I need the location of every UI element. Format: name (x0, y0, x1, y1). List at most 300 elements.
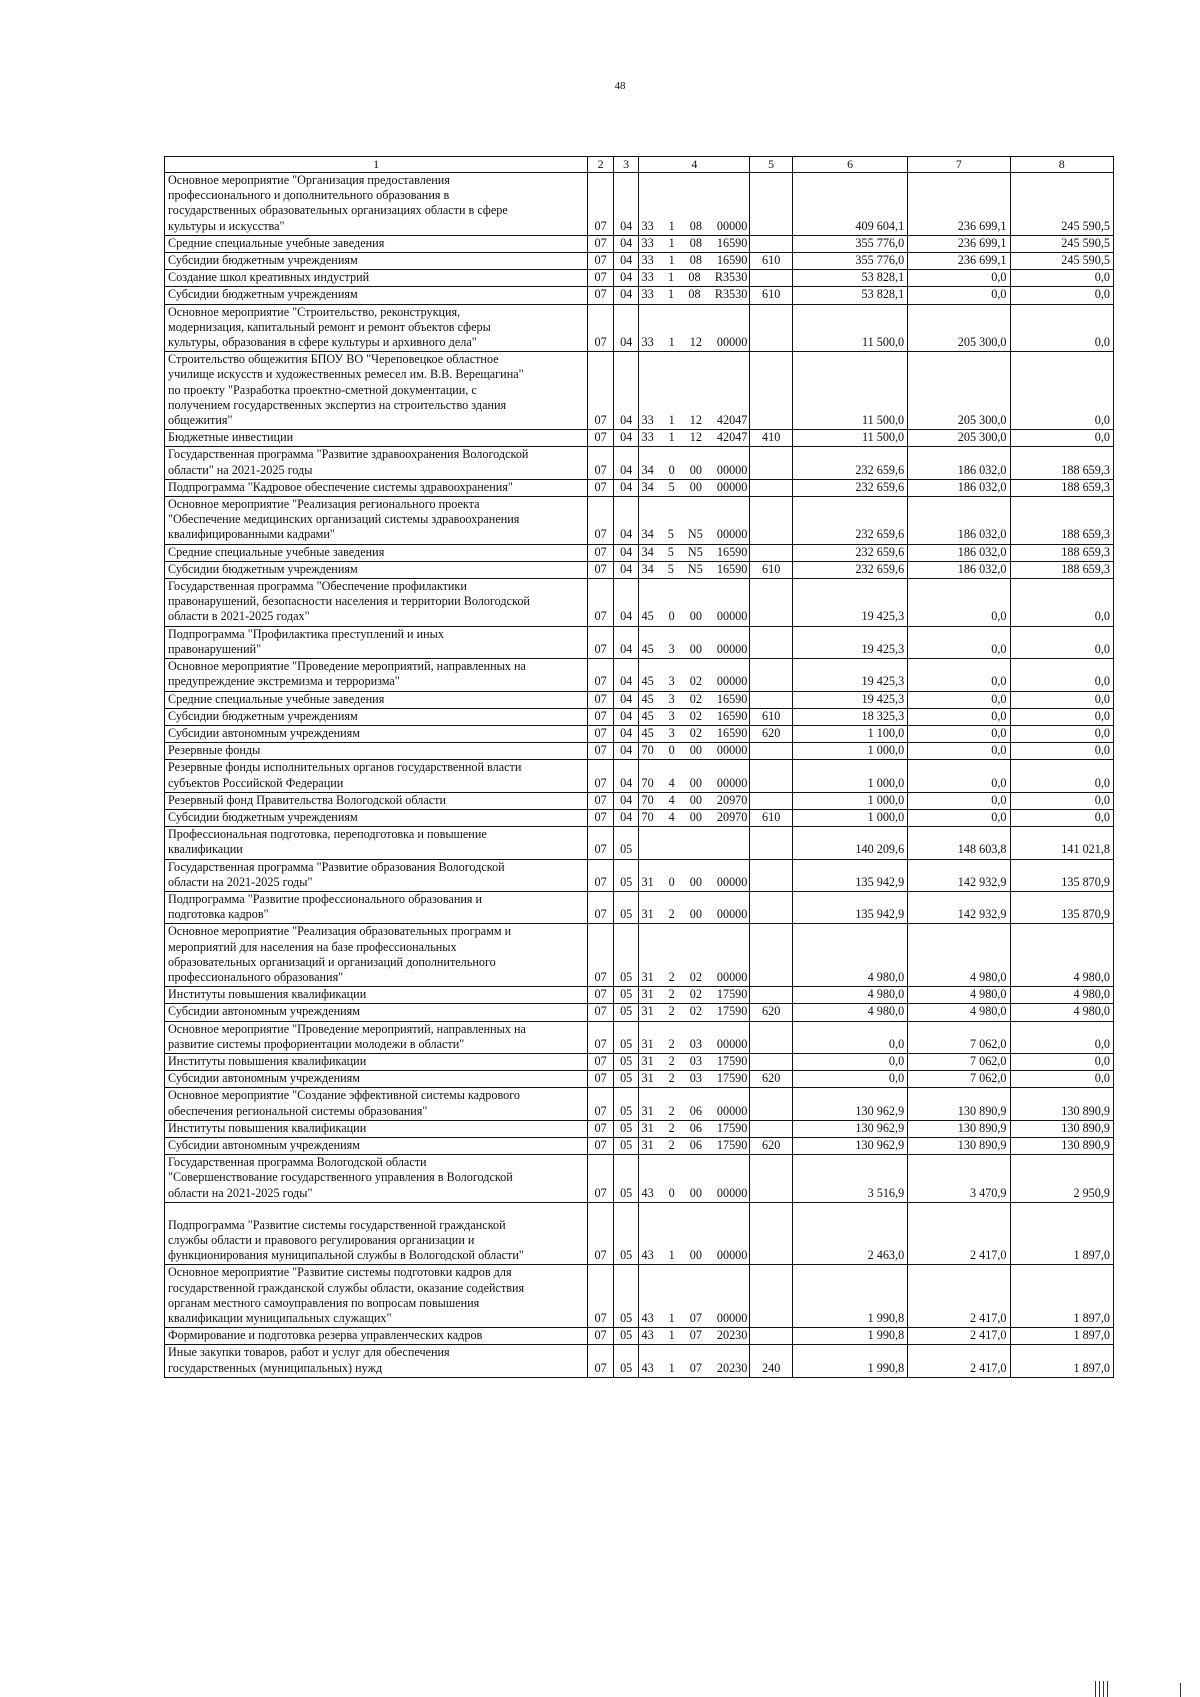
code-part: 33 (641, 235, 654, 250)
target-article-code (639, 659, 750, 691)
amount-col6: 2 463,0 (793, 1202, 908, 1265)
target-article-code (639, 352, 750, 430)
column-header: 5 (750, 157, 793, 173)
table-row (165, 725, 1114, 742)
column-header: 4 (639, 157, 750, 173)
description-line: Субсидии бюджетным учреждениям (168, 809, 358, 824)
code-part: 03 (689, 1071, 702, 1086)
code-part: N5 (687, 561, 703, 576)
code-part: 08 (689, 218, 702, 233)
amount-col7: 186 032,0 (908, 561, 1010, 578)
code-part: 00 (689, 609, 702, 624)
code-part: 31 (641, 874, 654, 889)
amount-col8: 0,0 (1010, 287, 1113, 304)
code-part: 2 (668, 907, 675, 922)
code-part: 1 (668, 1248, 675, 1263)
section-code: 07 (588, 691, 614, 708)
target-article-code (639, 253, 750, 270)
subsection-code: 04 (613, 497, 639, 545)
code-part: 31 (641, 1036, 654, 1051)
expense-type-code (750, 924, 793, 987)
edge-mark (1180, 1683, 1181, 1697)
code-part: 43 (641, 1248, 654, 1263)
column-header: 3 (613, 157, 639, 173)
row-description (165, 743, 588, 760)
code-part: 00000 (716, 969, 748, 984)
section-code: 07 (588, 579, 614, 627)
amount-col7: 130 890,9 (908, 1088, 1010, 1120)
target-article-code (639, 579, 750, 627)
code-part: 00 (689, 775, 702, 790)
row-description (165, 544, 588, 561)
code-part: 1 (668, 430, 675, 445)
code-part: 45 (641, 691, 654, 706)
row-description (165, 626, 588, 658)
amount-col6: 232 659,6 (793, 497, 908, 545)
code-part: 4 (668, 775, 675, 790)
code-part: R3530 (714, 287, 748, 302)
amount-col7: 142 932,9 (908, 891, 1010, 923)
subsection-code: 04 (613, 792, 639, 809)
description-line: квалификации (168, 842, 243, 857)
table-row (165, 1265, 1114, 1328)
code-part: 17590 (716, 1120, 748, 1135)
amount-col6: 1 000,0 (793, 809, 908, 826)
code-part: 00000 (716, 641, 748, 656)
expense-type-code (750, 859, 793, 891)
amount-col8: 0,0 (1010, 626, 1113, 658)
subsection-code: 05 (613, 891, 639, 923)
description-line: училище искусств и художественных ремесел им. В.В. Верещагина" (168, 367, 524, 382)
target-article-code (639, 809, 750, 826)
row-description (165, 859, 588, 891)
description-line: службы области и правового регулирования организации и (168, 1233, 475, 1247)
description-line: Субсидии бюджетным учреждениям (168, 561, 358, 576)
amount-col7: 148 603,8 (908, 827, 1010, 859)
amount-col6: 3 516,9 (793, 1155, 908, 1203)
amount-col7: 0,0 (908, 725, 1010, 742)
table-row (165, 1328, 1114, 1345)
code-part: 2 (668, 1103, 675, 1118)
code-part: 07 (689, 1328, 702, 1343)
column-header: 8 (1010, 157, 1113, 173)
amount-col6: 1 990,8 (793, 1345, 908, 1377)
code-part: 12 (689, 335, 702, 350)
section-code: 07 (588, 827, 614, 859)
subsection-code: 05 (613, 1071, 639, 1088)
description-line: государственных (муниципальных) нужд (168, 1360, 383, 1375)
target-article-code (639, 1004, 750, 1021)
code-part: 06 (689, 1137, 702, 1152)
amount-col7: 2 417,0 (908, 1328, 1010, 1345)
expense-type-code (750, 792, 793, 809)
column-header: 7 (908, 157, 1010, 173)
expense-type-code (750, 352, 793, 430)
amount-col8: 4 980,0 (1010, 1004, 1113, 1021)
target-article-code (639, 287, 750, 304)
code-part: 31 (641, 1120, 654, 1135)
table-row (165, 1021, 1114, 1053)
table-row (165, 743, 1114, 760)
subsection-code: 04 (613, 760, 639, 792)
code-part: 06 (689, 1120, 702, 1135)
description-line: Субсидии автономным учреждениям (168, 1071, 360, 1086)
row-description (165, 287, 588, 304)
amount-col8: 188 659,3 (1010, 544, 1113, 561)
subsection-code: 05 (613, 1155, 639, 1203)
amount-col6: 18 325,3 (793, 708, 908, 725)
subsection-code: 04 (613, 809, 639, 826)
amount-col6: 4 980,0 (793, 924, 908, 987)
target-article-code (639, 1155, 750, 1203)
description-line: правонарушений" (168, 641, 262, 656)
expense-type-code: 610 (750, 287, 793, 304)
amount-col8: 135 870,9 (1010, 859, 1113, 891)
code-part: 0 (668, 462, 675, 477)
amount-col7: 0,0 (908, 792, 1010, 809)
target-article-code (639, 1053, 750, 1070)
code-part: 00000 (716, 907, 748, 922)
amount-col7: 2 417,0 (908, 1202, 1010, 1265)
amount-col7: 130 890,9 (908, 1120, 1010, 1137)
code-part: 16590 (716, 561, 748, 576)
table-row (165, 792, 1114, 809)
table-row (165, 827, 1114, 859)
description-line: Средние специальные учебные заведения (168, 544, 385, 559)
amount-col8: 0,0 (1010, 760, 1113, 792)
amount-col8: 0,0 (1010, 708, 1113, 725)
description-line: Институты повышения квалификации (168, 1053, 367, 1068)
amount-col6: 11 500,0 (793, 352, 908, 430)
code-part: 00 (689, 1248, 702, 1263)
description-line: Субсидии автономным учреждениям (168, 725, 360, 740)
subsection-code: 05 (613, 1120, 639, 1137)
table-row (165, 760, 1114, 792)
table-row (165, 544, 1114, 561)
subsection-code: 05 (613, 1053, 639, 1070)
description-line: области" на 2021-2025 годы (168, 462, 313, 477)
section-code: 07 (588, 792, 614, 809)
column-header: 6 (793, 157, 908, 173)
code-part: 3 (668, 641, 675, 656)
table-row (165, 1137, 1114, 1154)
expense-type-code (750, 497, 793, 545)
section-code: 07 (588, 479, 614, 496)
section-code: 07 (588, 659, 614, 691)
subsection-code: 04 (613, 352, 639, 430)
code-part: 00000 (716, 775, 748, 790)
code-part: 31 (641, 1004, 654, 1019)
expense-type-code (750, 447, 793, 479)
amount-col7: 0,0 (908, 760, 1010, 792)
amount-col8: 245 590,5 (1010, 235, 1113, 252)
description-line: Государственная программа "Развитие здравоохранения Вологодской (168, 447, 529, 462)
target-article-code (639, 235, 750, 252)
target-article-code (639, 497, 750, 545)
section-code: 07 (588, 626, 614, 658)
amount-col8: 0,0 (1010, 430, 1113, 447)
subsection-code: 05 (613, 1004, 639, 1021)
amount-col7: 3 470,9 (908, 1155, 1010, 1203)
code-part: 5 (667, 544, 674, 559)
section-code: 07 (588, 1328, 614, 1345)
amount-col7: 4 980,0 (908, 987, 1010, 1004)
amount-col7: 186 032,0 (908, 479, 1010, 496)
code-part: 3 (668, 691, 675, 706)
table-row (165, 270, 1114, 287)
description-line: Субсидии бюджетным учреждениям (168, 287, 358, 302)
table-body (165, 173, 1114, 1378)
expense-type-code (750, 659, 793, 691)
target-article-code (639, 430, 750, 447)
code-part: 00 (689, 907, 702, 922)
description-line: Основное мероприятие "Развитие системы подготовки кадров для (168, 1265, 512, 1280)
section-code: 07 (588, 760, 614, 792)
table-row (165, 1004, 1114, 1021)
table-row (165, 659, 1114, 691)
expense-type-code: 610 (750, 561, 793, 578)
code-part: 5 (667, 561, 674, 576)
amount-col6: 232 659,6 (793, 544, 908, 561)
row-description (165, 1053, 588, 1070)
expense-type-code: 610 (750, 253, 793, 270)
amount-col8: 0,0 (1010, 1021, 1113, 1053)
amount-col7: 142 932,9 (908, 859, 1010, 891)
amount-col7: 0,0 (908, 270, 1010, 287)
description-line: Основное мероприятие "Реализация регионального проекта (168, 497, 480, 512)
expense-type-code: 620 (750, 725, 793, 742)
description-line (168, 1203, 584, 1218)
code-part: 02 (689, 674, 702, 689)
section-code: 07 (588, 809, 614, 826)
code-part: 0 (668, 743, 675, 758)
code-part: 4 (668, 809, 675, 824)
target-article-code (639, 1345, 750, 1377)
code-part: 00000 (716, 874, 748, 889)
amount-col8: 0,0 (1010, 1071, 1113, 1088)
code-part: 33 (641, 253, 654, 268)
row-description (165, 579, 588, 627)
code-part: 00000 (716, 1248, 748, 1263)
target-article-code (639, 626, 750, 658)
amount-col8: 188 659,3 (1010, 497, 1113, 545)
row-description (165, 253, 588, 270)
amount-col8: 130 890,9 (1010, 1120, 1113, 1137)
section-code: 07 (588, 173, 614, 236)
target-article-code (639, 1071, 750, 1088)
code-part: 00000 (716, 1185, 748, 1200)
description-line: профессионального образования" (168, 969, 344, 984)
code-part: 16590 (716, 235, 748, 250)
description-line: Основное мероприятие "Проведение мероприятий, направленных на (168, 659, 526, 674)
section-code: 07 (588, 891, 614, 923)
amount-col8: 0,0 (1010, 1053, 1113, 1070)
code-part: 70 (641, 743, 654, 758)
amount-col8: 1 897,0 (1010, 1265, 1113, 1328)
description-line: Подпрограмма "Кадровое обеспечение системы здравоохранения" (168, 479, 513, 494)
row-description (165, 1021, 588, 1053)
row-description (165, 1004, 588, 1021)
amount-col6: 0,0 (793, 1021, 908, 1053)
amount-col6: 19 425,3 (793, 579, 908, 627)
description-line: модернизация, капитальный ремонт и ремонт объектов сферы (168, 319, 491, 334)
amount-col7: 2 417,0 (908, 1265, 1010, 1328)
amount-col8: 4 980,0 (1010, 924, 1113, 987)
code-part: 31 (641, 907, 654, 922)
subsection-code: 04 (613, 173, 639, 236)
section-code: 07 (588, 1345, 614, 1377)
code-part: 00000 (716, 1311, 748, 1326)
subsection-code: 04 (613, 287, 639, 304)
target-article-code (639, 827, 750, 859)
description-line: "Совершенствование государственного управления в Вологодской (168, 1170, 513, 1185)
section-code: 07 (588, 561, 614, 578)
amount-col8: 1 897,0 (1010, 1328, 1113, 1345)
description-line: Институты повышения квалификации (168, 987, 367, 1002)
description-line: Формирование и подготовка резерва управленческих кадров (168, 1328, 483, 1343)
code-part: 2 (668, 1071, 675, 1086)
table-row (165, 235, 1114, 252)
subsection-code: 04 (613, 743, 639, 760)
code-part: 08 (688, 270, 701, 285)
description-line: Резервный фонд Правительства Вологодской области (168, 792, 447, 807)
subsection-code: 05 (613, 859, 639, 891)
code-part: 33 (641, 270, 654, 285)
target-article-code (639, 891, 750, 923)
code-part: 5 (667, 527, 674, 542)
code-part: 31 (641, 1071, 654, 1086)
row-description (165, 430, 588, 447)
expense-type-code (750, 827, 793, 859)
code-part: 34 (641, 479, 654, 494)
row-description (165, 173, 588, 236)
code-part: 2 (668, 1053, 675, 1068)
section-code: 07 (588, 235, 614, 252)
target-article-code (639, 691, 750, 708)
expense-type-code (750, 1155, 793, 1203)
row-description (165, 1202, 588, 1265)
page-number: 48 (614, 80, 626, 92)
expense-type-code (750, 1021, 793, 1053)
amount-col6: 409 604,1 (793, 173, 908, 236)
section-code: 07 (588, 447, 614, 479)
section-code: 07 (588, 287, 614, 304)
section-code: 07 (588, 1004, 614, 1021)
amount-col6: 53 828,1 (793, 287, 908, 304)
amount-col8: 0,0 (1010, 352, 1113, 430)
code-part: 33 (641, 218, 654, 233)
section-code: 07 (588, 1120, 614, 1137)
amount-col7: 0,0 (908, 579, 1010, 627)
description-line: области в 2021-2025 годах" (168, 609, 310, 624)
row-description (165, 708, 588, 725)
amount-col6: 1 990,8 (793, 1265, 908, 1328)
table-row (165, 287, 1114, 304)
code-part: 17590 (716, 1004, 748, 1019)
description-line: органам местного самоуправления по вопросам повышения (168, 1295, 480, 1310)
code-part: 00 (689, 809, 702, 824)
expense-type-code (750, 987, 793, 1004)
description-line: Средние специальные учебные заведения (168, 235, 385, 250)
table-row (165, 497, 1114, 545)
code-part: 1 (668, 413, 675, 428)
amount-col7: 236 699,1 (908, 173, 1010, 236)
target-article-code (639, 1120, 750, 1137)
table-row (165, 447, 1114, 479)
amount-col8: 2 950,9 (1010, 1155, 1113, 1203)
row-description (165, 497, 588, 545)
code-part: 4 (668, 792, 675, 807)
table-row (165, 626, 1114, 658)
code-part: 06 (689, 1103, 702, 1118)
amount-col8: 188 659,3 (1010, 479, 1113, 496)
amount-col7: 4 980,0 (908, 1004, 1010, 1021)
subsection-code: 05 (613, 827, 639, 859)
subsection-code: 04 (613, 725, 639, 742)
description-line: Основное мероприятие "Организация предоставления (168, 173, 450, 187)
amount-col7: 205 300,0 (908, 352, 1010, 430)
section-code: 07 (588, 253, 614, 270)
expense-type-code: 620 (750, 1137, 793, 1154)
code-part: 1 (668, 335, 675, 350)
amount-col6: 0,0 (793, 1071, 908, 1088)
amount-col6: 1 000,0 (793, 760, 908, 792)
row-description (165, 304, 588, 352)
code-part: 08 (689, 253, 702, 268)
expense-type-code (750, 1120, 793, 1137)
code-part: 02 (689, 691, 702, 706)
target-article-code (639, 792, 750, 809)
description-line: функционирования муниципальной службы в Вологодской области" (168, 1248, 524, 1263)
code-part: 08 (688, 287, 701, 302)
amount-col8: 135 870,9 (1010, 891, 1113, 923)
subsection-code: 05 (613, 1202, 639, 1265)
description-line: культуры, образования в сфере культуры и архивного дела" (168, 335, 477, 350)
row-description (165, 760, 588, 792)
expense-type-code (750, 691, 793, 708)
row-description (165, 1345, 588, 1377)
description-line: Государственная программа "Развитие образования Вологодской (168, 859, 505, 874)
code-part: 00000 (716, 1103, 748, 1118)
section-code: 07 (588, 1155, 614, 1203)
code-part: 00 (689, 641, 702, 656)
description-line: Государственная программа Вологодской области (168, 1155, 427, 1170)
target-article-code (639, 1265, 750, 1328)
amount-col6: 11 500,0 (793, 304, 908, 352)
description-line: Субсидии автономным учреждениям (168, 1004, 360, 1019)
column-number-row (165, 157, 1114, 173)
description-line: Институты повышения квалификации (168, 1120, 367, 1135)
code-part: N5 (687, 544, 703, 559)
code-part: 00 (689, 792, 702, 807)
amount-col7: 2 417,0 (908, 1345, 1010, 1377)
amount-col8: 0,0 (1010, 725, 1113, 742)
expense-type-code (750, 1265, 793, 1328)
code-part: 16590 (716, 725, 748, 740)
subsection-code: 04 (613, 270, 639, 287)
target-article-code (639, 987, 750, 1004)
subsection-code: 05 (613, 1088, 639, 1120)
section-code: 07 (588, 304, 614, 352)
description-line: получением государственных экспертиз на строительство здания (168, 397, 507, 412)
subsection-code: 04 (613, 253, 639, 270)
amount-col6: 19 425,3 (793, 626, 908, 658)
code-part: 03 (689, 1036, 702, 1051)
description-line: Субсидии автономным учреждениям (168, 1137, 360, 1152)
row-description (165, 659, 588, 691)
description-line: субъектов Российской Федерации (168, 775, 344, 790)
amount-col8: 188 659,3 (1010, 447, 1113, 479)
